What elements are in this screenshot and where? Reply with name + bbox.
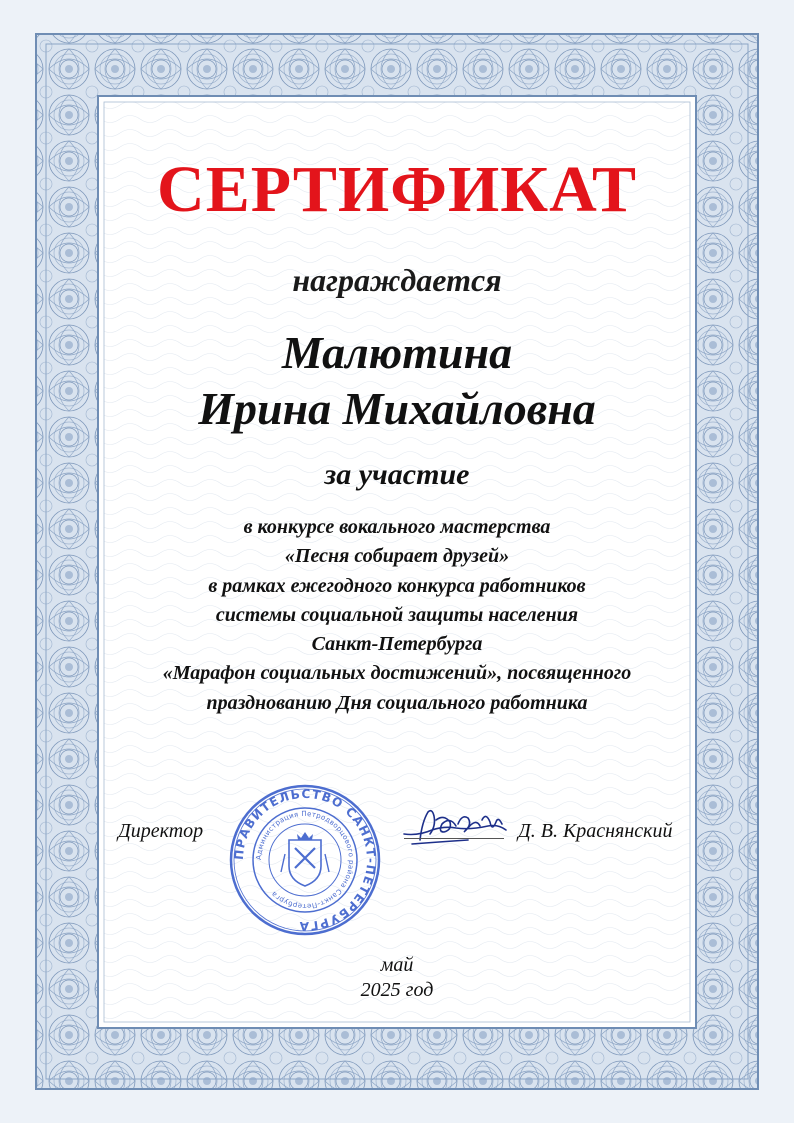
for-text: за участие <box>324 458 470 491</box>
issue-month: май <box>380 954 414 976</box>
awarded-text: награждается <box>292 262 502 298</box>
stamp-outer-text: ПРАВИТЕЛЬСТВО САНКТ-ПЕТЕРБУРГА <box>231 786 379 934</box>
recipient-given-names: Ирина Михайловна <box>198 383 596 434</box>
director-label: Директор <box>118 820 204 842</box>
stamp-inner-text: Администрация Петродворцового района Санкт-Петербурга <box>254 809 356 911</box>
description-line: «Марафон социальных достижений», посвященного <box>162 662 632 685</box>
description-line: в рамках ежегодного конкурса работников <box>208 574 586 597</box>
coat-of-arms-icon <box>281 832 329 886</box>
description <box>0 513 794 718</box>
official-stamp <box>226 782 384 938</box>
handwritten-signature <box>398 800 510 858</box>
description-line: в конкурсе вокального мастерства <box>243 516 551 538</box>
description-line: Санкт-Петербурга <box>311 633 483 656</box>
signature-line <box>404 838 504 839</box>
description-line: системы социальной защиты населения <box>215 603 579 626</box>
description-line: «Песня собирает друзей» <box>284 545 510 568</box>
recipient-surname: Малютина <box>281 327 513 378</box>
svg-text:Администрация Петродворцового <box>255 810 355 910</box>
director-name: Д. В. Краснянский <box>518 820 673 842</box>
issue-year: 2025 год <box>360 979 434 1001</box>
description-line: празднованию Дня социального работника <box>206 691 588 714</box>
certificate-title: СЕРТИФИКАТ <box>157 153 637 226</box>
